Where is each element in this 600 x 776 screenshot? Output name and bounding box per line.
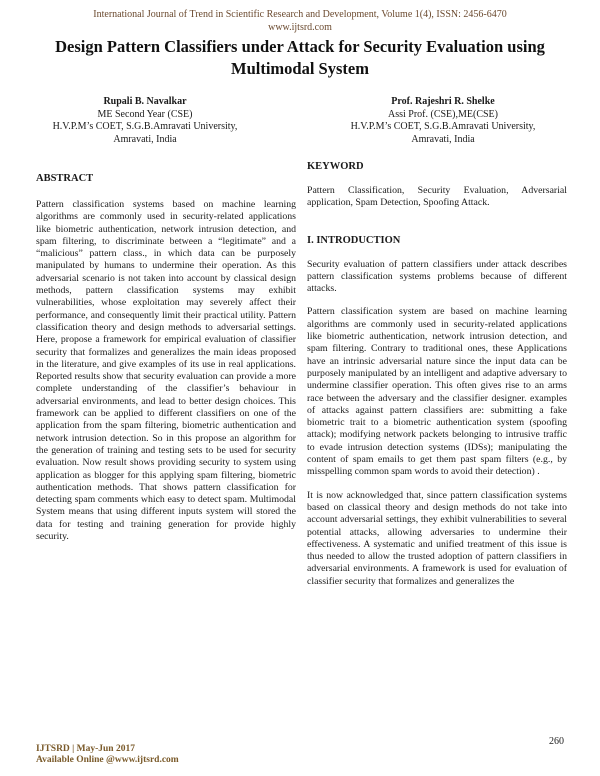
author-location: Amravati, India (113, 133, 177, 145)
page-number: 260 (549, 736, 564, 747)
author-role: ME Second Year (CSE) (97, 108, 193, 120)
journal-name: International Journal of Trend in Scientific Research and Development, Volume 1(4), ISSN: 2456-6470 (93, 9, 507, 20)
right-column (307, 160, 567, 588)
intro-paragraph-3: It is now acknowledged that, since pattern classification systems based on classical theory and design methods do not take into account adversarial settings, they exhibit vulnerabilities to several potential attacks, allowing adversaries to undermine their effectiveness. A systematic and unified treatment of this issue is thus needed to allow the trusted adoption of pattern classifiers in adversarial environments. A framework is used for evaluation of classifier security that formalizes and generalizes the (307, 489, 567, 587)
author-block-1 (20, 96, 270, 146)
author-block-2 (318, 96, 568, 146)
author-name: Rupali B. Navalkar (103, 96, 187, 107)
author-location: Amravati, India (411, 133, 475, 145)
page-footer (36, 744, 179, 766)
intro-paragraph-2: Pattern classification system are based on machine learning algorithms are commonly used in security-related applications like biometric authentication, network intrusion detection, and spam filtering. Contrary to traditional ones, these Applications have an intrinsic adversarial nature since the input data can be purposely manipulated by an intelligent and adaptive adversary to undermine classifier operation. This often gives rise to an arms race between the adversary and the classifier designer. examples of attacks against pattern classifiers are: submitting a fake biometric trait to a biometric authentication system (spoofing attack); modifying network packets belonging to intrusive traffic to evade intrusion detection systems (IDSs); manipulating the content of spam emails to get them past spam filters (e.g., by misspelling common spam words to avoid their detection) . (307, 306, 567, 478)
abstract-heading: ABSTRACT (36, 173, 94, 184)
journal-header (0, 8, 600, 34)
author-role: Assi Prof. (CSE),ME(CSE) (387, 108, 498, 120)
author-affiliation: H.V.P.M’s COET, S.G.B.Amravati University, (350, 121, 536, 132)
paper-title: Design Pattern Classifiers under Attack for Security Evaluation using Multimodal System (55, 37, 545, 78)
intro-paragraph-1: Security evaluation of pattern classifiers under attack describes pattern classification systems problems because of different attacks. (307, 258, 567, 295)
abstract-text: Pattern classification systems based on machine learning algorithms are commonly used in security-related applications like biometric authentication, network intrusion detection, and spam filtering, to discriminate between a “legitimate” and a “malicious” pattern class., in which data can be purposely manipulated by humans to undermine their operation. As this adversarial scenario is not taken into account by classical design methods, pattern classification systems may exhibit vulnerabilities, whose exploitation may severely affect their performance, and consequently limit their practical utility. Pattern classification theory and design methods to adversarial settings. Here, propose a framework for empirical evaluation of classifier security that formalizes and generalizes the main ideas proposed in the literature, and give examples of its use in real applications. Reported results show that security evaluation can provide a more complete understanding of the classifier’s behaviour in adversarial environments, and lead to better design choices. This framework can be applied to different classifiers on one of the application from the spam filtering, biometric authentication and network intrusion detection. So in this propose an algorithm for the generation of training and testing sets to be used for security evaluation. Now result shows providing security to system using application as blogger for this applying spam filtering, biometric authentication methods. That shows pattern classification for detecting spam comments which easy to detect spam. Multimodal System means that using different inputs system will stored the data for testing and training generation for provide highly security. (36, 199, 296, 543)
introduction-heading: I. INTRODUCTION (307, 234, 401, 246)
journal-website: www.ijtsrd.com (268, 22, 332, 33)
author-affiliation: H.V.P.M’s COET, S.G.B.Amravati University, (52, 121, 238, 132)
keyword-text: Pattern Classification, Security Evaluation, Adversarial application, Spam Detection, Spoofing Attack. (307, 185, 567, 209)
left-column (36, 172, 296, 543)
footer-journal-issue: IJTSRD | May-Jun 2017 (36, 744, 135, 754)
author-name: Prof. Rajeshri R. Shelke (391, 96, 495, 107)
footer-website: Available Online @www.ijtsrd.com (36, 755, 179, 765)
keyword-heading: KEYWORD (307, 161, 364, 172)
